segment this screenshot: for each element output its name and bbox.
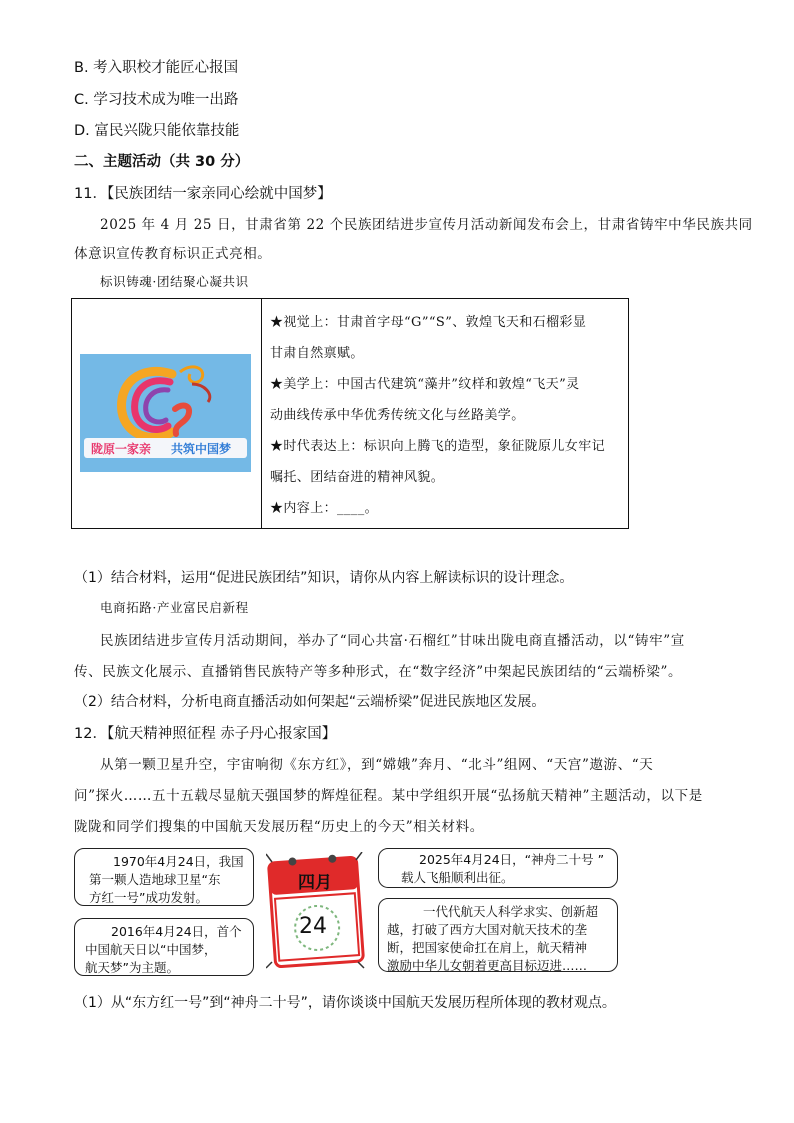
- bubble-line: 第一颗人造地球卫星“东: [89, 872, 221, 887]
- option-b: B. 考入职校才能匠心报国: [74, 60, 239, 76]
- q11-paragraph2-line1: 民族团结进步宣传月活动期间，举办了“同心共富·石榴红”甘味出陇电商直播活动，以“铸牢”宣: [100, 633, 685, 649]
- table-line: ★时代表达上：标识向上腾飞的造型，象征陇原儿女牢记: [270, 439, 606, 454]
- bubble-line: 航天梦”为主题。: [85, 960, 179, 975]
- q11-sub-question-2: （2）结合材料，分析电商直播活动如何架起“云端桥梁”促进民族地区发展。: [74, 694, 546, 710]
- q11-title: 11．【民族团结一家亲同心绘就中国梦】: [74, 186, 332, 202]
- bubble-line: 1970年4月24日，我国: [113, 854, 244, 869]
- bubble-1970: [74, 848, 254, 906]
- q11-subhead-1: 标识铸魂·团结聚心凝共识: [100, 274, 249, 289]
- table-line: 动曲线传承中华优秀传统文化与丝路美学。: [270, 408, 525, 423]
- table-line: 甘肃自然禀赋。: [270, 346, 364, 361]
- bubble-line: 中国航天日以“中国梦，: [85, 942, 217, 957]
- bubble-line: 一代代航天人科学求实、创新超: [423, 904, 599, 919]
- bubble-line: 方红一号”成功发射。: [89, 890, 208, 905]
- bubble-line: 2016年4月24日，首个: [111, 924, 242, 939]
- q11-sub-question-1: （1）结合材料，运用“促进民族团结”知识，请你从内容上解读标识的设计理念。: [74, 570, 574, 586]
- bubble-line: 激励中华儿女朝着更高目标迈进……: [387, 958, 588, 973]
- q12-paragraph-line1: 从第一颗卫星升空，宇宙响彻《东方红》，到“嫦娥”奔月、“北斗”组网、“天宫”遨游、“天: [100, 757, 654, 773]
- section-title: 二、主题活动（共 30 分）: [74, 154, 250, 170]
- q12-paragraph-line3: 陇陇和同学们搜集的中国航天发展历程“历史上的今天”相关材料。: [74, 819, 484, 835]
- table-line: ★视觉上：甘肃首字母“G”“S”、敦煌飞天和石榴彩显: [270, 315, 587, 330]
- calendar-icon: [266, 852, 366, 970]
- q11-paragraph-line2: 体意识宣传教育标识正式亮相。: [74, 246, 272, 262]
- bubble-2016: [74, 918, 254, 976]
- bubble-line: 2025年4月24日，“神舟二十号 ”: [419, 852, 605, 867]
- q12-sub-question-1: （1）从“东方红一号”到“神舟二十号”，请你谈谈中国航天发展历程所体现的教材观点。: [74, 995, 616, 1011]
- bubble-line: 载人飞船顺利出征。: [401, 870, 514, 885]
- bubble-spirit: [378, 898, 618, 972]
- q11-paragraph-line1: 2025 年 4 月 25 日，甘肃省第 22 个民族团结进步宣传月活动新闻发布会上，甘肃省铸牢中华民族共同: [100, 217, 753, 233]
- q11-paragraph2-line2: 传、民族文化展示、直播销售民族特产等多种形式，在“数字经济”中架起民族团结的“云端桥梁”。: [74, 664, 683, 680]
- logo-image: [80, 354, 251, 472]
- logo-table: [71, 298, 629, 529]
- bubble-line: 越，打破了西方大国对航天技术的垄: [387, 922, 588, 937]
- bubble-2025: [378, 848, 618, 888]
- bubble-line: 断，把国家使命扛在肩上，航天精神: [387, 940, 588, 955]
- table-line: ★美学上：中国古代建筑“藻井”纹样和敦煌“飞天”灵: [270, 377, 580, 392]
- table-line: ★内容上：____。: [270, 501, 379, 516]
- logo-cell: [72, 299, 262, 528]
- q11-subhead-2: 电商拓路·产业富民启新程: [100, 600, 249, 615]
- option-c: C. 学习技术成为唯一出路: [74, 92, 239, 108]
- option-d: D. 富民兴陇只能依靠技能: [74, 123, 240, 139]
- logo-banner: [84, 438, 247, 458]
- calendar-day: 24: [299, 914, 327, 939]
- logo-banner-right: 共筑中国梦: [171, 442, 232, 456]
- table-line: 嘱托、团结奋进的精神风貌。: [270, 470, 445, 485]
- logo-banner-left: 陇原一家亲: [91, 442, 152, 456]
- q12-paragraph-line2: 问”探火……五十五载尽显航天强国梦的辉煌征程。某中学组织开展“弘扬航天精神”主题活动，以下是: [74, 788, 703, 804]
- calendar-month: 四月: [298, 873, 332, 893]
- q12-title: 12．【航天精神照征程 赤子丹心报家国】: [74, 726, 337, 742]
